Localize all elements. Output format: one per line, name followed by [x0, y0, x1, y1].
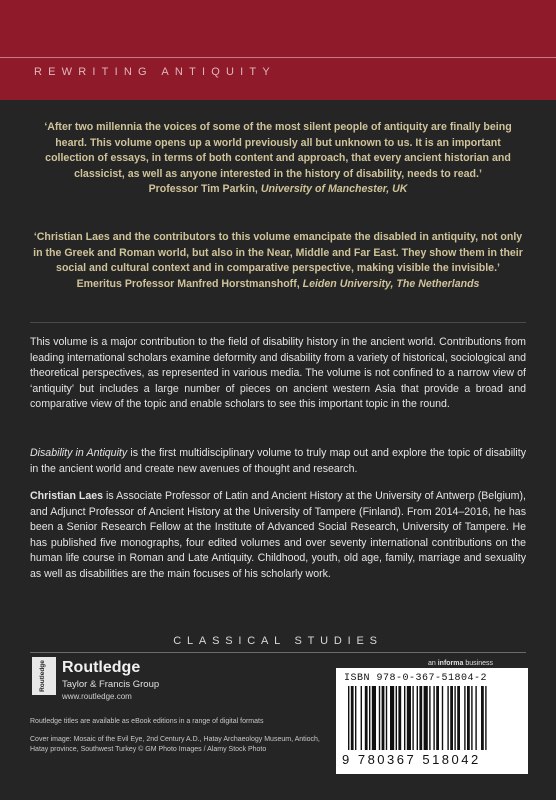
informa-business-label: an informa business: [428, 660, 493, 667]
barcode-bar: [407, 686, 411, 750]
barcode-bar: [429, 686, 430, 750]
barcode-bar: [454, 686, 455, 750]
endorsement-quote-1: [30, 120, 526, 198]
section-divider: [30, 322, 526, 323]
quote-institution: University of Manchester, UK: [260, 183, 408, 196]
barcode-bar: [417, 686, 418, 750]
barcode-bar: [369, 686, 370, 750]
barcode-bar: [485, 686, 486, 750]
series-title: REWRITING ANTIQUITY: [34, 66, 276, 78]
author-bio-text: is Associate Professor of Latin and Ancient History at the University of Antwerp (Belgium), and Adjunct Professor of Ancient History at the University of Tampere (Finland). From 2014–2016, he has been a Senior Research Fellow at the Institute of Advanced Social Research, University of Tampere. He has published five monographs, four edited volumes and over seventy international contributions on the human life course in Roman and Late Antiquity. Childhood, youth, old age, family, marriage and sexuality as well as disabilities are the main focuses of his scholarly work.: [30, 490, 526, 580]
publisher-url[interactable]: www.routledge.com: [62, 692, 132, 701]
barcode-bar: [361, 686, 362, 750]
barcode-bar: [412, 686, 413, 750]
quote-attribution: [30, 182, 526, 198]
barcode-bar: [457, 686, 460, 750]
barcode-bar: [464, 686, 465, 750]
barcode: [336, 668, 528, 774]
barcode-bar: [475, 686, 476, 750]
book-title: Disability in Antiquity: [30, 447, 128, 459]
publisher-name: Routledge: [62, 659, 141, 676]
barcode-bar: [404, 686, 405, 750]
author-name: Christian Laes: [30, 490, 104, 502]
quote-text: ‘After two millennia the voices of some of the most silent people of antiquity are finally being heard. This volume opens up a world previously all but unknown to us. It is an important collection of essays, in terms of both content and approach, that every ancient historian and classicist, as well as anyone interested in the history of disability, needs to read.’: [44, 121, 512, 180]
routledge-logo-icon: [32, 657, 56, 695]
description-text: This volume is a major contribution to the field of disability history in the ancient world. Contributions from leading international scholars examine deformity and disability from a variety of historical, sociological and theoretical perspectives, as represented in various media. The volume is not confined to a narrow view of ‘antiquity’ but includes a large number of pieces on ancient western Asia that provide a broad and comparative view of the topic and enable scholars to see this important topic in the round.: [30, 336, 526, 411]
quote-text: ‘Christian Laes and the contributors to this volume emancipate the disabled in antiquity, not only in the Greek and Roman world, but also in the Near, Middle and Far East. They show them in their social and cultural context and in comparative perspective, making visible the invisible.’: [33, 231, 523, 275]
barcode-bar: [433, 686, 434, 750]
publisher-group: Taylor & Francis Group: [62, 679, 160, 690]
barcode-bars: [348, 686, 518, 750]
barcode-bar: [442, 686, 443, 750]
barcode-bar: [396, 686, 397, 750]
description-paragraph-2: [30, 446, 526, 477]
barcode-bar: [398, 686, 401, 750]
header-band: [0, 0, 556, 100]
barcode-bar: [450, 686, 453, 750]
barcode-bar: [379, 686, 380, 750]
barcode-bar: [351, 686, 354, 750]
barcode-bar: [386, 686, 387, 750]
barcode-bar: [365, 686, 368, 750]
author-bio: [30, 489, 526, 583]
ean-number: 9 780367 518042: [342, 752, 481, 767]
barcode-bar: [424, 686, 428, 750]
svg-text:Routledge: Routledge: [39, 660, 46, 692]
barcode-bar: [467, 686, 470, 750]
description-text: is the first multidisciplinary volume to truly map out and explore the topic of disability in the ancient world and create new avenues of thought and research.: [30, 447, 526, 475]
description-paragraph-1: [30, 335, 526, 413]
quote-author: Professor Tim Parkin,: [148, 183, 258, 196]
barcode-bar: [372, 686, 376, 750]
quote-attribution: [30, 277, 526, 293]
quote-institution: Leiden University, The Netherlands: [302, 277, 480, 290]
subject-divider: [30, 652, 526, 653]
barcode-bar: [471, 686, 472, 750]
subject-category: CLASSICAL STUDIES: [173, 635, 383, 647]
barcode-bar: [447, 686, 448, 750]
ebook-note: Routledge titles are available as eBook editions in a range of digital formats: [30, 718, 264, 725]
barcode-bar: [481, 686, 484, 750]
endorsement-quote-2: [30, 230, 526, 292]
quote-author: Emeritus Professor Manfred Horstmanshoff,: [76, 277, 300, 290]
barcode-bar: [436, 686, 439, 750]
barcode-bar: [419, 686, 422, 750]
isbn-number: ISBN 978-0-367-51804-2: [344, 673, 488, 684]
header-divider: [0, 57, 556, 58]
barcode-bar: [348, 686, 349, 750]
barcode-bar: [355, 686, 356, 750]
cover-image-credit: Cover image: Mosaic of the Evil Eye, 2nd Century A.D., Hatay Archaeology Museum, Antioch, Hatay province, Southwest Turkey © GM Photo Images / Alamy Stock Photo: [30, 736, 320, 753]
barcode-bar: [390, 686, 394, 750]
barcode-bar: [382, 686, 385, 750]
